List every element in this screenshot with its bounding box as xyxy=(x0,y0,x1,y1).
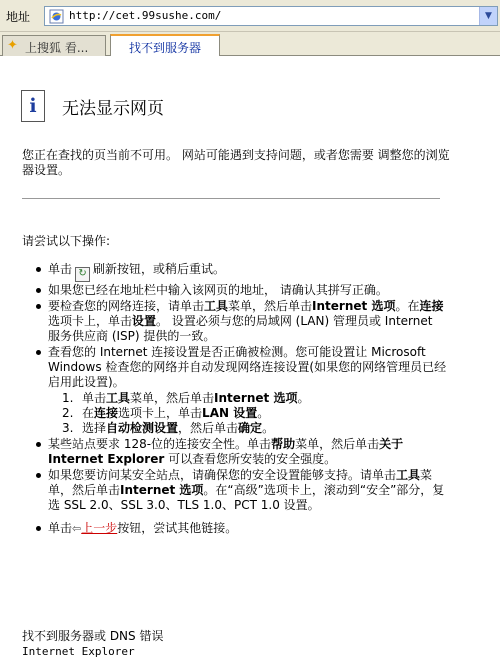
list-item xyxy=(22,299,447,344)
step-bold: 自动检测设置 xyxy=(106,421,179,435)
error-page xyxy=(0,56,500,669)
step-bold: 确定 xyxy=(238,421,263,435)
step-text: 。 xyxy=(262,421,275,435)
step-text: 。 xyxy=(297,391,310,405)
back-arrow-icon: ⇦ xyxy=(72,522,82,535)
list-item xyxy=(22,262,447,282)
step-text: 选项卡上，单击 xyxy=(118,406,203,420)
step-text: 在 xyxy=(82,406,95,420)
address-bar xyxy=(0,0,500,32)
step-bold: 关于 Internet Explorer xyxy=(48,437,404,466)
step-text: 菜单，然后单击 xyxy=(228,299,313,313)
address-input[interactable] xyxy=(44,6,498,26)
step-text: 查看您的 Internet 连接设置是否正确被检测。您可能设置让 Microsoft Windows 检查您的网络并自动发现网络连接设置(如果您的网络管理员已经启用此设置)。 xyxy=(48,345,447,389)
step-bold: Internet 选项 xyxy=(120,483,204,497)
divider xyxy=(22,198,440,199)
refresh-icon: ↻ xyxy=(75,267,90,282)
step-text: 单击 xyxy=(48,521,73,535)
step-text: 。 设置必须与您的局域网 (LAN) 管理员或 Internet 服务供应商 (ISP) 提供的一致。 xyxy=(48,314,433,343)
tab-server-not-found[interactable] xyxy=(110,34,220,56)
step-bold: 工具 xyxy=(106,391,131,405)
sub-step xyxy=(48,406,447,421)
step-text: 单击 xyxy=(48,262,73,276)
back-link[interactable]: 上一步 xyxy=(81,521,118,535)
sub-step-number: 1. xyxy=(62,391,74,405)
page-description: 您正在查找的页当前不可用。 网站可能遇到支持问题，或者您需要 调整您的浏览器设置。 xyxy=(22,148,450,177)
sub-step-number: 3. xyxy=(62,421,74,435)
step-bold: 工具 xyxy=(396,468,421,482)
chevron-down-icon[interactable]: ▼ xyxy=(479,7,497,25)
tab-bar xyxy=(0,32,500,56)
address-url: http://cet.99sushe.com/ xyxy=(69,9,222,22)
step-bold: 连接 xyxy=(419,299,444,313)
steps-list xyxy=(22,262,447,537)
page-title: 无法显示网页 xyxy=(62,99,164,119)
step-bold: 工具 xyxy=(204,299,229,313)
list-item xyxy=(22,283,447,298)
step-text: 可以查看您所安装的安全强度。 xyxy=(164,452,337,466)
step-text: ，然后单击 xyxy=(178,421,239,435)
list-item xyxy=(22,437,447,467)
step-bold: 帮助 xyxy=(271,437,296,451)
sohu-star-icon: ✦ xyxy=(7,38,18,53)
sub-step xyxy=(48,391,447,406)
list-item xyxy=(22,468,447,513)
tab-sohu[interactable] xyxy=(2,35,106,56)
list-item xyxy=(22,521,447,536)
step-text: 菜单，然后单击 xyxy=(295,437,380,451)
sub-step xyxy=(48,421,447,436)
step-bold: 设置 xyxy=(132,314,157,328)
address-label: 地址 xyxy=(6,10,31,24)
tab-label: 上搜狐 看... xyxy=(25,41,89,55)
try-heading: 请尝试以下操作: xyxy=(22,234,111,248)
step-text: 单击 xyxy=(82,391,107,405)
step-text: 选择 xyxy=(82,421,107,435)
step-bold: Internet 选项 xyxy=(214,391,298,405)
info-icon: i xyxy=(21,90,45,122)
sub-step-number: 2. xyxy=(62,406,74,420)
step-text: 如果您已经在地址栏中输入该网页的地址， 请确认其拼写正确。 xyxy=(48,283,388,297)
step-text: 。在 xyxy=(395,299,420,313)
step-text: 按钮，尝试其他链接。 xyxy=(117,521,238,535)
step-text: 菜单，然后单击 xyxy=(130,391,215,405)
step-text: 。在“高级”选项卡上，滚动到“安全”部分，复选 SSL 2.0、SSL 3.0、TLS 1.0、PCT 1.0 设置。 xyxy=(48,483,445,512)
tab-label: 找不到服务器 xyxy=(128,41,201,55)
step-text: 要检查您的网络连接，请单击 xyxy=(48,299,205,313)
step-bold: Internet 选项 xyxy=(312,299,396,313)
list-item xyxy=(22,345,447,436)
ie-page-icon xyxy=(49,9,64,24)
step-text: 选项卡上，单击 xyxy=(48,314,133,328)
step-bold: LAN 设置 xyxy=(202,406,258,420)
error-type: 找不到服务器或 DNS 错误 xyxy=(22,629,164,643)
browser-name: Internet Explorer xyxy=(22,645,135,658)
sub-steps xyxy=(48,391,447,436)
step-bold: 连接 xyxy=(94,406,119,420)
step-text: 菜单，然后单击 xyxy=(48,468,433,497)
step-text: 某些站点要求 128-位的连接安全性。单击 xyxy=(48,437,272,451)
step-text: 如果您要访问某安全站点，请确保您的安全设置能够支持。请单击 xyxy=(48,468,397,482)
step-text: 刷新按钮，或稍后重试。 xyxy=(93,262,226,276)
step-text: 。 xyxy=(257,406,270,420)
